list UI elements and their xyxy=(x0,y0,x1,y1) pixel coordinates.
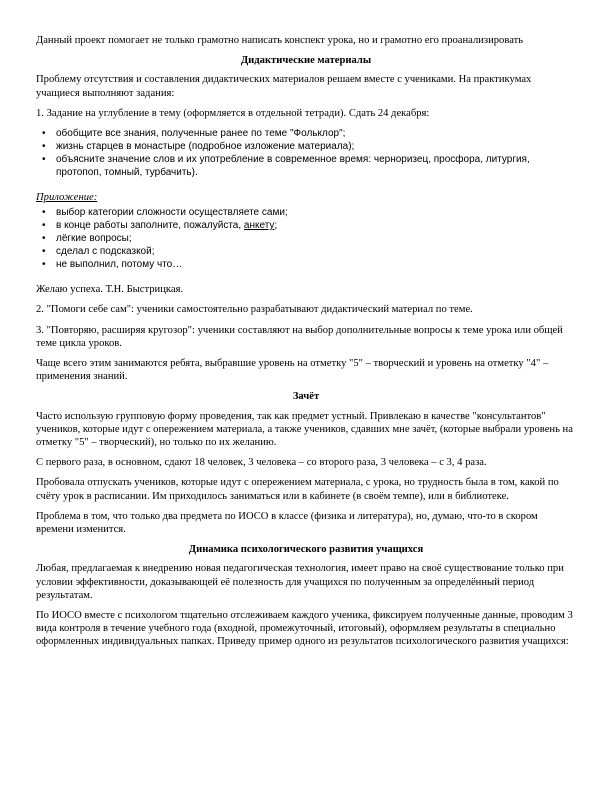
section-title-dynamics: Динамика психологического развития учащихся xyxy=(188,544,424,556)
list-item: • не выполнил, потому что… xyxy=(56,258,576,271)
didactic-paragraph-3: 2. "Помоги себе сам": ученики самостоятельно разрабатывают дидактический материал по теме. xyxy=(36,304,473,316)
list-item-text: в конце работы заполните, пожалуйста, xyxy=(56,220,244,232)
didactic-paragraph-2: 1. Задание на углубление в тему (оформляется в отдельной тетради). Сдать 24 декабря: xyxy=(36,107,430,119)
didactic-paragraph-1: Проблему отсутствия и составления дидактических материалов решаем вместе с учениками. На практикумах учащиеся выполняют задания: xyxy=(36,74,532,99)
list-item xyxy=(56,219,576,232)
test-paragraph-3: Пробовала отпускать учеников, которые идут с опережением материала, с урока, но трудность была в том, какой по счёту урок в расписании. Им приходилось заниматься или в кабинете (в своём темпе), или в библиотеке. xyxy=(36,477,559,502)
test-paragraph-1: Часто использую групповую форму проведения, так как предмет устный. Привлекаю в качестве "консультантов" учеников, которые идут с опережением материала, а также учеников, сдавших мне зачёт, (которые выбрали уровень на отметку "5" – творческий), но только по их желанию. xyxy=(36,410,573,449)
appendix-label: Приложение: xyxy=(36,192,98,204)
list-item: • выбор категории сложности осуществляете сами; xyxy=(56,206,576,219)
didactic-paragraph-4: 3. "Повторяю, расширяя кругозор": ученики составляют на выбор дополнительные вопросы к теме урока или общей теме цикла уроков. xyxy=(36,324,563,349)
intro-paragraph: Данный проект помогает не только грамотно написать конспект урока, но и грамотно его проанализировать xyxy=(36,35,524,46)
list-item: • лёгкие вопросы; xyxy=(56,232,576,245)
dynamics-paragraph-1: Любая, предлагаемая к внедрению новая педагогическая технология, имеет право на своё существование только при условии эффективности, доказывающей её полезность для учащихся по полученным за определённый период результатам. xyxy=(36,563,564,601)
list-item-tail: ; xyxy=(274,220,278,232)
document-page xyxy=(36,34,576,656)
signature-line: Желаю успеха. Т.Н. Быстрицкая. xyxy=(36,284,184,296)
list-item: • обобщите все знания, полученные ранее по теме "Фольклор"; xyxy=(56,127,576,140)
dynamics-paragraph-2: По ИОСО вместе с психологом тщательно отслеживаем каждого ученика, фиксируем полученные данные, проводим 3 вида контроля в течение учебного года (входной, промежуточный, итоговый), оформляем результаты в специально оформленных индивидуальных папках. Приведу пример одного из результатов психологического развития учащихся: xyxy=(36,610,573,648)
survey-link[interactable]: анкету xyxy=(243,220,275,232)
task-list xyxy=(36,127,576,179)
list-item: • жизнь старцев в монастыре (подробное изложение материала); xyxy=(56,140,576,153)
list-item: • объясните значение слов и их употребление в современное время: черноризец, просфора, литургия, протопоп, томный, турбачить). xyxy=(56,153,576,179)
test-paragraph-2: С первого раза, в основном, сдают 18 человек, 3 человека – со второго раза, 3 человека – с 3, 4 раза. xyxy=(36,457,487,469)
list-item: • сделал с подсказкой; xyxy=(56,245,576,258)
section-title-test: Зачёт xyxy=(292,391,320,403)
appendix-list xyxy=(36,206,576,271)
test-paragraph-4: Проблема в том, что только два предмета по ИОСО в классе (физика и литература), но, думаю, что-то в скором времени изменится. xyxy=(36,510,538,536)
didactic-paragraph-5: Чаще всего этим занимаются ребята, выбравшие уровень на отметку "5" – творческий и уровень на отметку "4" – применения знаний. xyxy=(36,358,549,383)
section-title-didactic: Дидактические материалы xyxy=(240,55,372,67)
